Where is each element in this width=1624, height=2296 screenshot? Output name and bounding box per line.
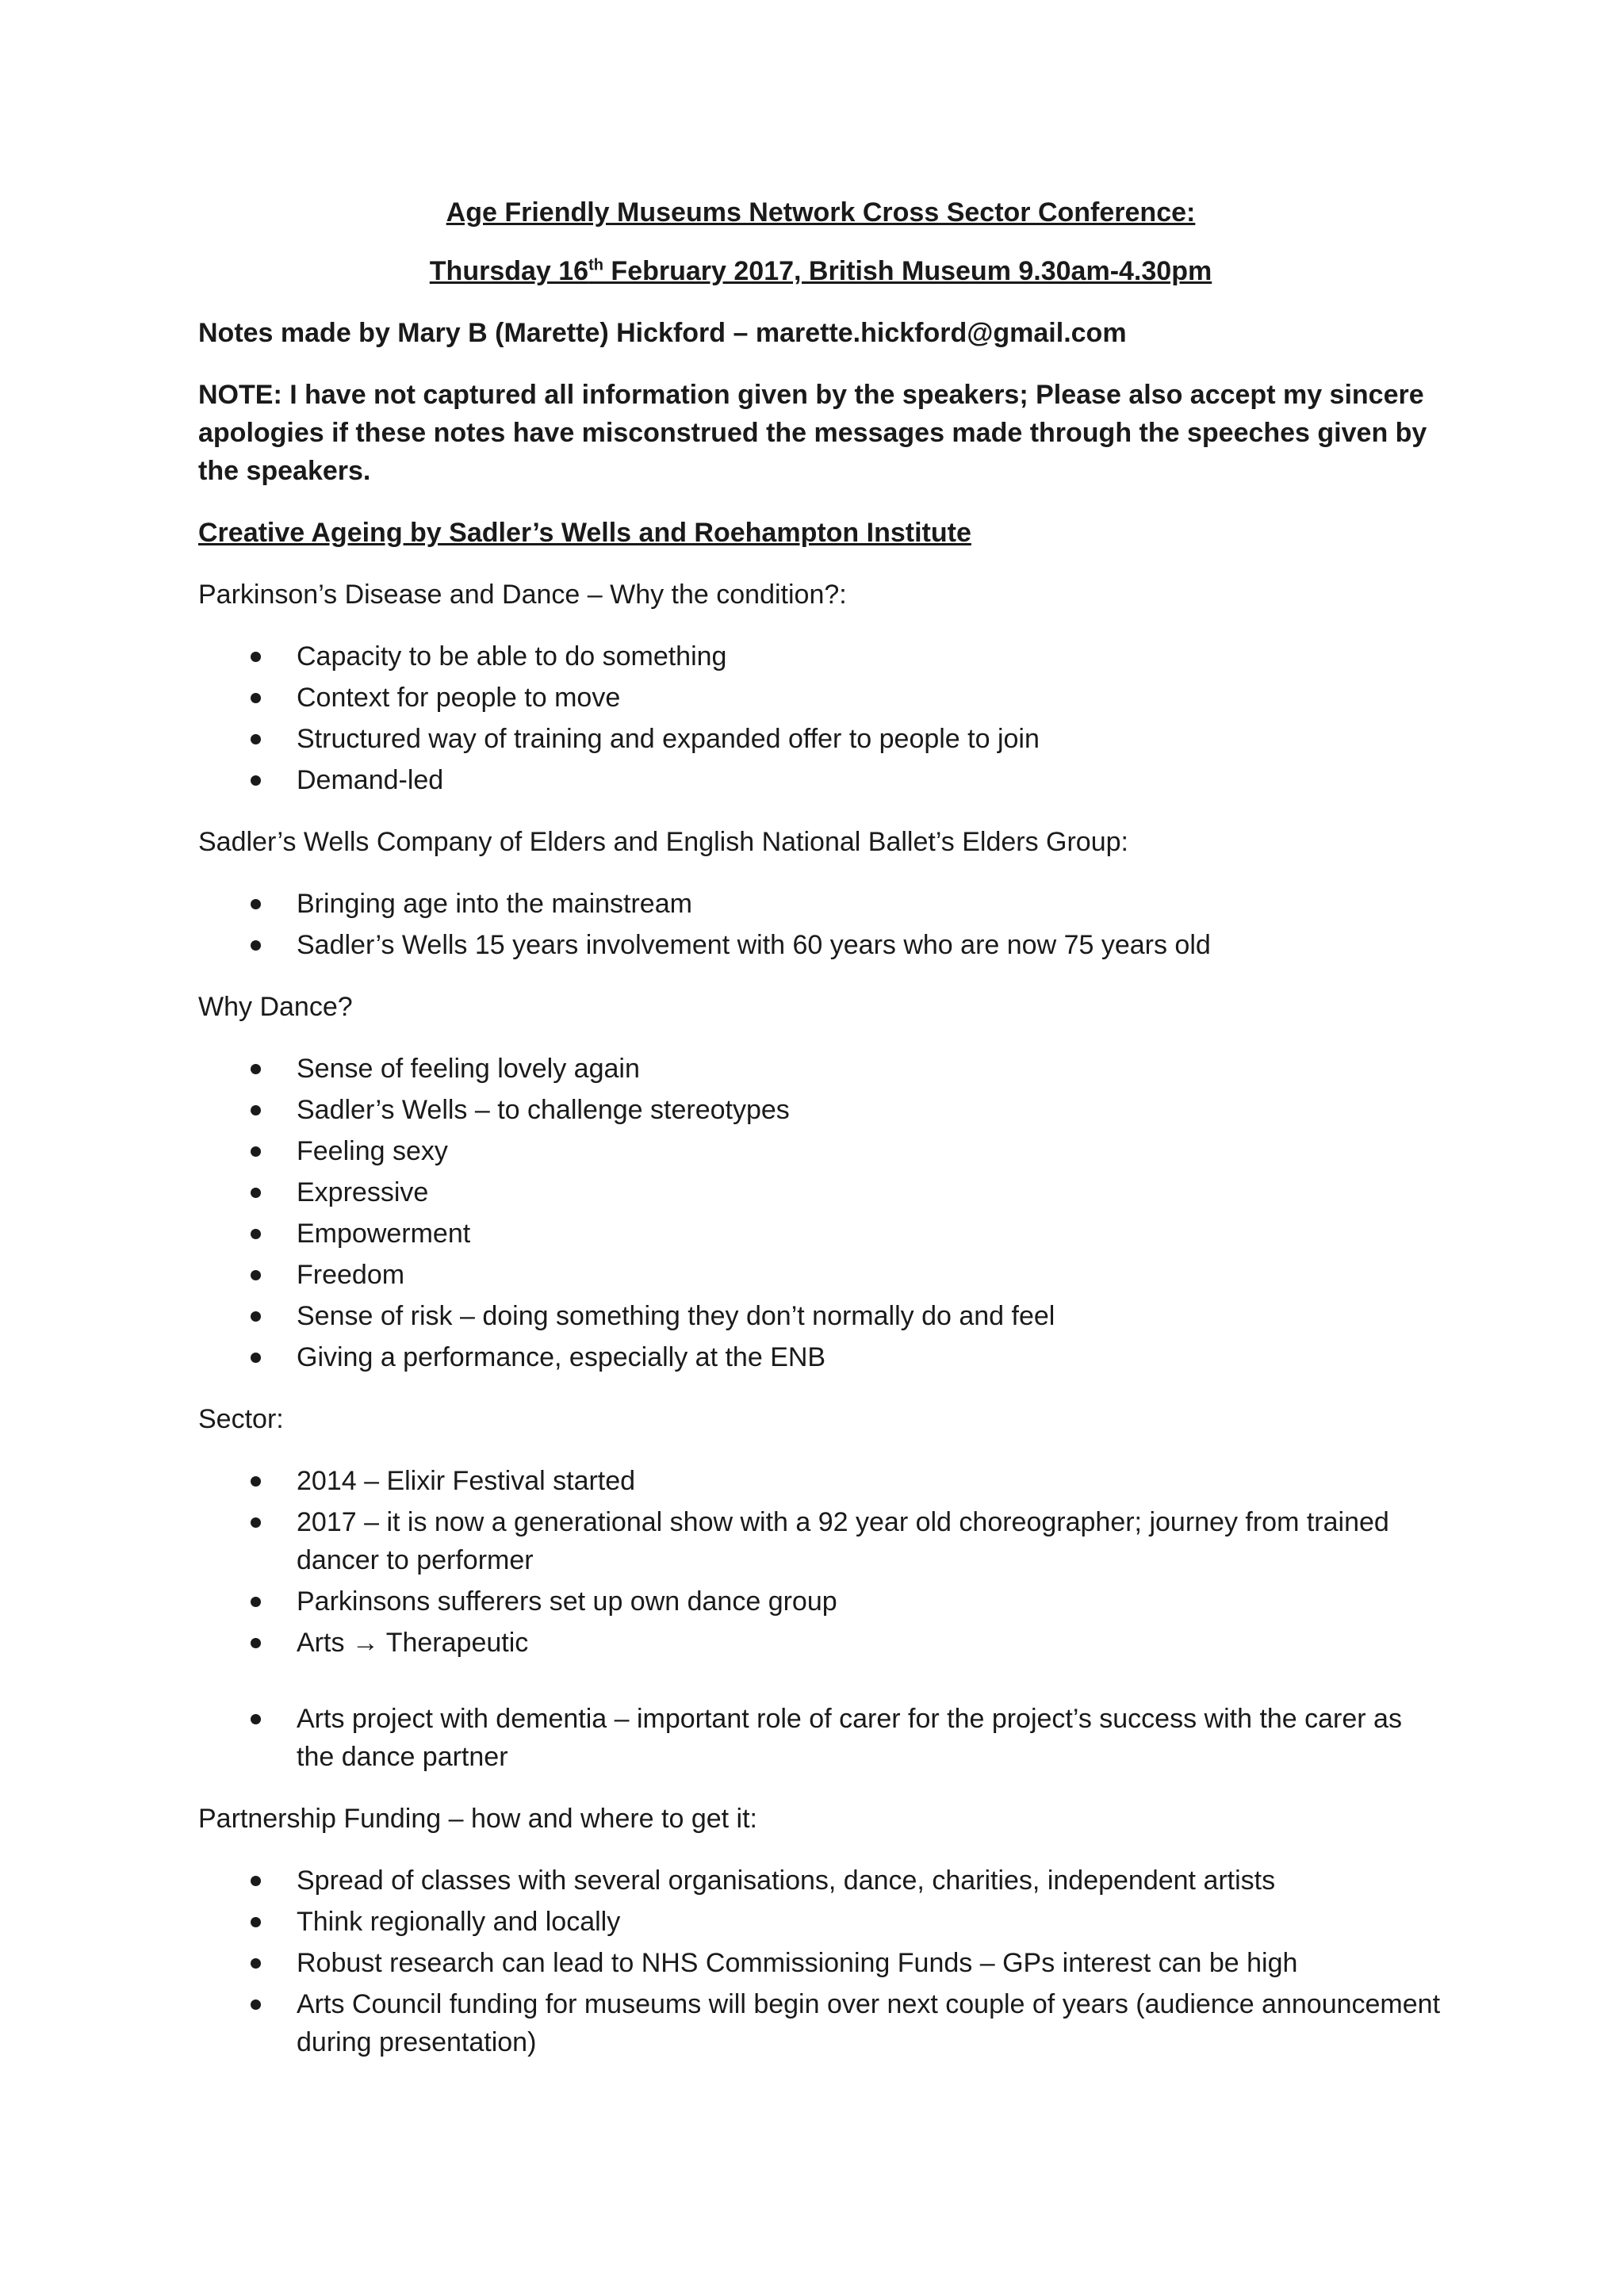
bullet-icon [251,1353,261,1363]
list-item-text: Context for people to move [297,683,621,713]
list-item-text: Sadler’s Wells 15 years involvement with 60 years who are now 75 years old [297,930,1211,960]
bullet-icon [251,1999,261,2010]
date-suffix: th [588,256,603,274]
bullet-list [198,885,1443,964]
section-intro: Sadler’s Wells Company of Elders and English National Ballet’s Elders Group: [198,827,1128,857]
bullet-icon [251,693,261,703]
bullet-icon [251,1270,261,1280]
list-item [198,1944,1443,1982]
list-item [198,926,1443,964]
bullet-icon [251,652,261,662]
list-item-text: Sadler’s Wells – to challenge stereotypes [297,1095,790,1125]
bullet-icon [251,1311,261,1322]
disclaimer-note: NOTE: I have not captured all information given by the speakers; Please also accept my sincere apologies if these notes have misconstrued the messages made through the speeches given by the speakers. [198,380,1427,486]
list-item [198,1903,1443,1941]
bullet-icon [251,1917,261,1927]
list-item [198,1700,1443,1776]
list-item [198,637,1443,675]
list-item-text: Capacity to be able to do something [297,641,727,672]
list-item-text: Demand-led [297,765,444,795]
bullet-icon [251,1188,261,1198]
list-item-text: Robust research can lead to NHS Commissioning Funds – GPs interest can be high [297,1948,1298,1978]
list-item [198,1862,1443,1900]
section-intro: Partnership Funding – how and where to get it: [198,1804,757,1834]
section-heading: Creative Ageing by Sadler’s Wells and Roehampton Institute [198,518,971,548]
list-item-text: Giving a performance, especially at the ENB [297,1342,826,1372]
bullet-list [198,637,1443,799]
list-item [198,1338,1443,1376]
list-item [198,1985,1443,2061]
bullet-list [198,1462,1443,1776]
list-item [198,679,1443,717]
conference-title: Age Friendly Museums Network Cross Sector Conference: [446,197,1196,228]
notes-author: Notes made by Mary B (Marette) Hickford – marette.hickford@gmail.com [198,318,1127,348]
list-item [198,1132,1443,1170]
date-rest: February 2017, British Museum 9.30am-4.30pm [603,256,1212,286]
list-item-text: Arts → Therapeutic [297,1628,529,1658]
list-item [198,761,1443,799]
bullet-icon [251,1476,261,1487]
bullet-icon [251,1229,261,1239]
list-item-text: Parkinsons sufferers set up own dance group [297,1586,837,1617]
list-item-text: Arts Council funding for museums will begin over next couple of years (audience announcement during presentation) [297,1989,1441,2057]
list-item-text: Think regionally and locally [297,1907,621,1937]
list-item-text: Spread of classes with several organisations, dance, charities, independent artists [297,1866,1276,1896]
section-intro: Sector: [198,1404,284,1434]
list-item [198,1503,1443,1579]
conference-date [198,254,1443,289]
bullet-icon [251,1638,261,1648]
list-item-text: Sense of feeling lovely again [297,1054,640,1084]
bullet-icon [251,1597,261,1607]
bullet-icon [251,1146,261,1157]
bullet-icon [251,1105,261,1115]
bullet-icon [251,940,261,951]
bullet-icon [251,1876,261,1886]
list-item-text: 2017 – it is now a generational show with a 92 year old choreographer; journey from trained dancer to performer [297,1507,1389,1575]
list-item-text: Structured way of training and expanded offer to people to join [297,724,1040,754]
list-item [198,1091,1443,1129]
list-item [198,1462,1443,1500]
list-item-text: Empowerment [297,1219,471,1249]
bullet-icon [251,734,261,744]
list-item [198,1582,1443,1621]
list-item-text: Freedom [297,1260,405,1290]
bullet-icon [251,899,261,909]
bullet-list [198,1862,1443,2061]
list-item-text: Expressive [297,1177,429,1207]
bullet-icon [251,1517,261,1528]
list-item [198,1173,1443,1211]
list-item [198,1215,1443,1253]
list-item [198,1297,1443,1335]
bullet-list [198,1050,1443,1376]
list-item [198,1256,1443,1294]
list-item-text: Feeling sexy [297,1136,448,1166]
list-item-text: Arts project with dementia – important role of carer for the project’s success with the carer as the dance partner [297,1704,1402,1772]
bullet-icon [251,1714,261,1724]
bullet-icon [251,1064,261,1074]
section-intro: Parkinson’s Disease and Dance – Why the condition?: [198,580,847,610]
list-item-text: Bringing age into the mainstream [297,889,692,919]
bullet-icon [251,1958,261,1969]
list-item-text: Sense of risk – doing something they don’t normally do and feel [297,1301,1055,1331]
list-item [198,720,1443,758]
date-prefix: Thursday 16 [429,256,589,286]
list-item [198,1050,1443,1088]
bullet-icon [251,775,261,786]
list-item-text: 2014 – Elixir Festival started [297,1466,636,1496]
section-intro: Why Dance? [198,992,353,1022]
list-item [198,1624,1443,1662]
list-item [198,885,1443,923]
